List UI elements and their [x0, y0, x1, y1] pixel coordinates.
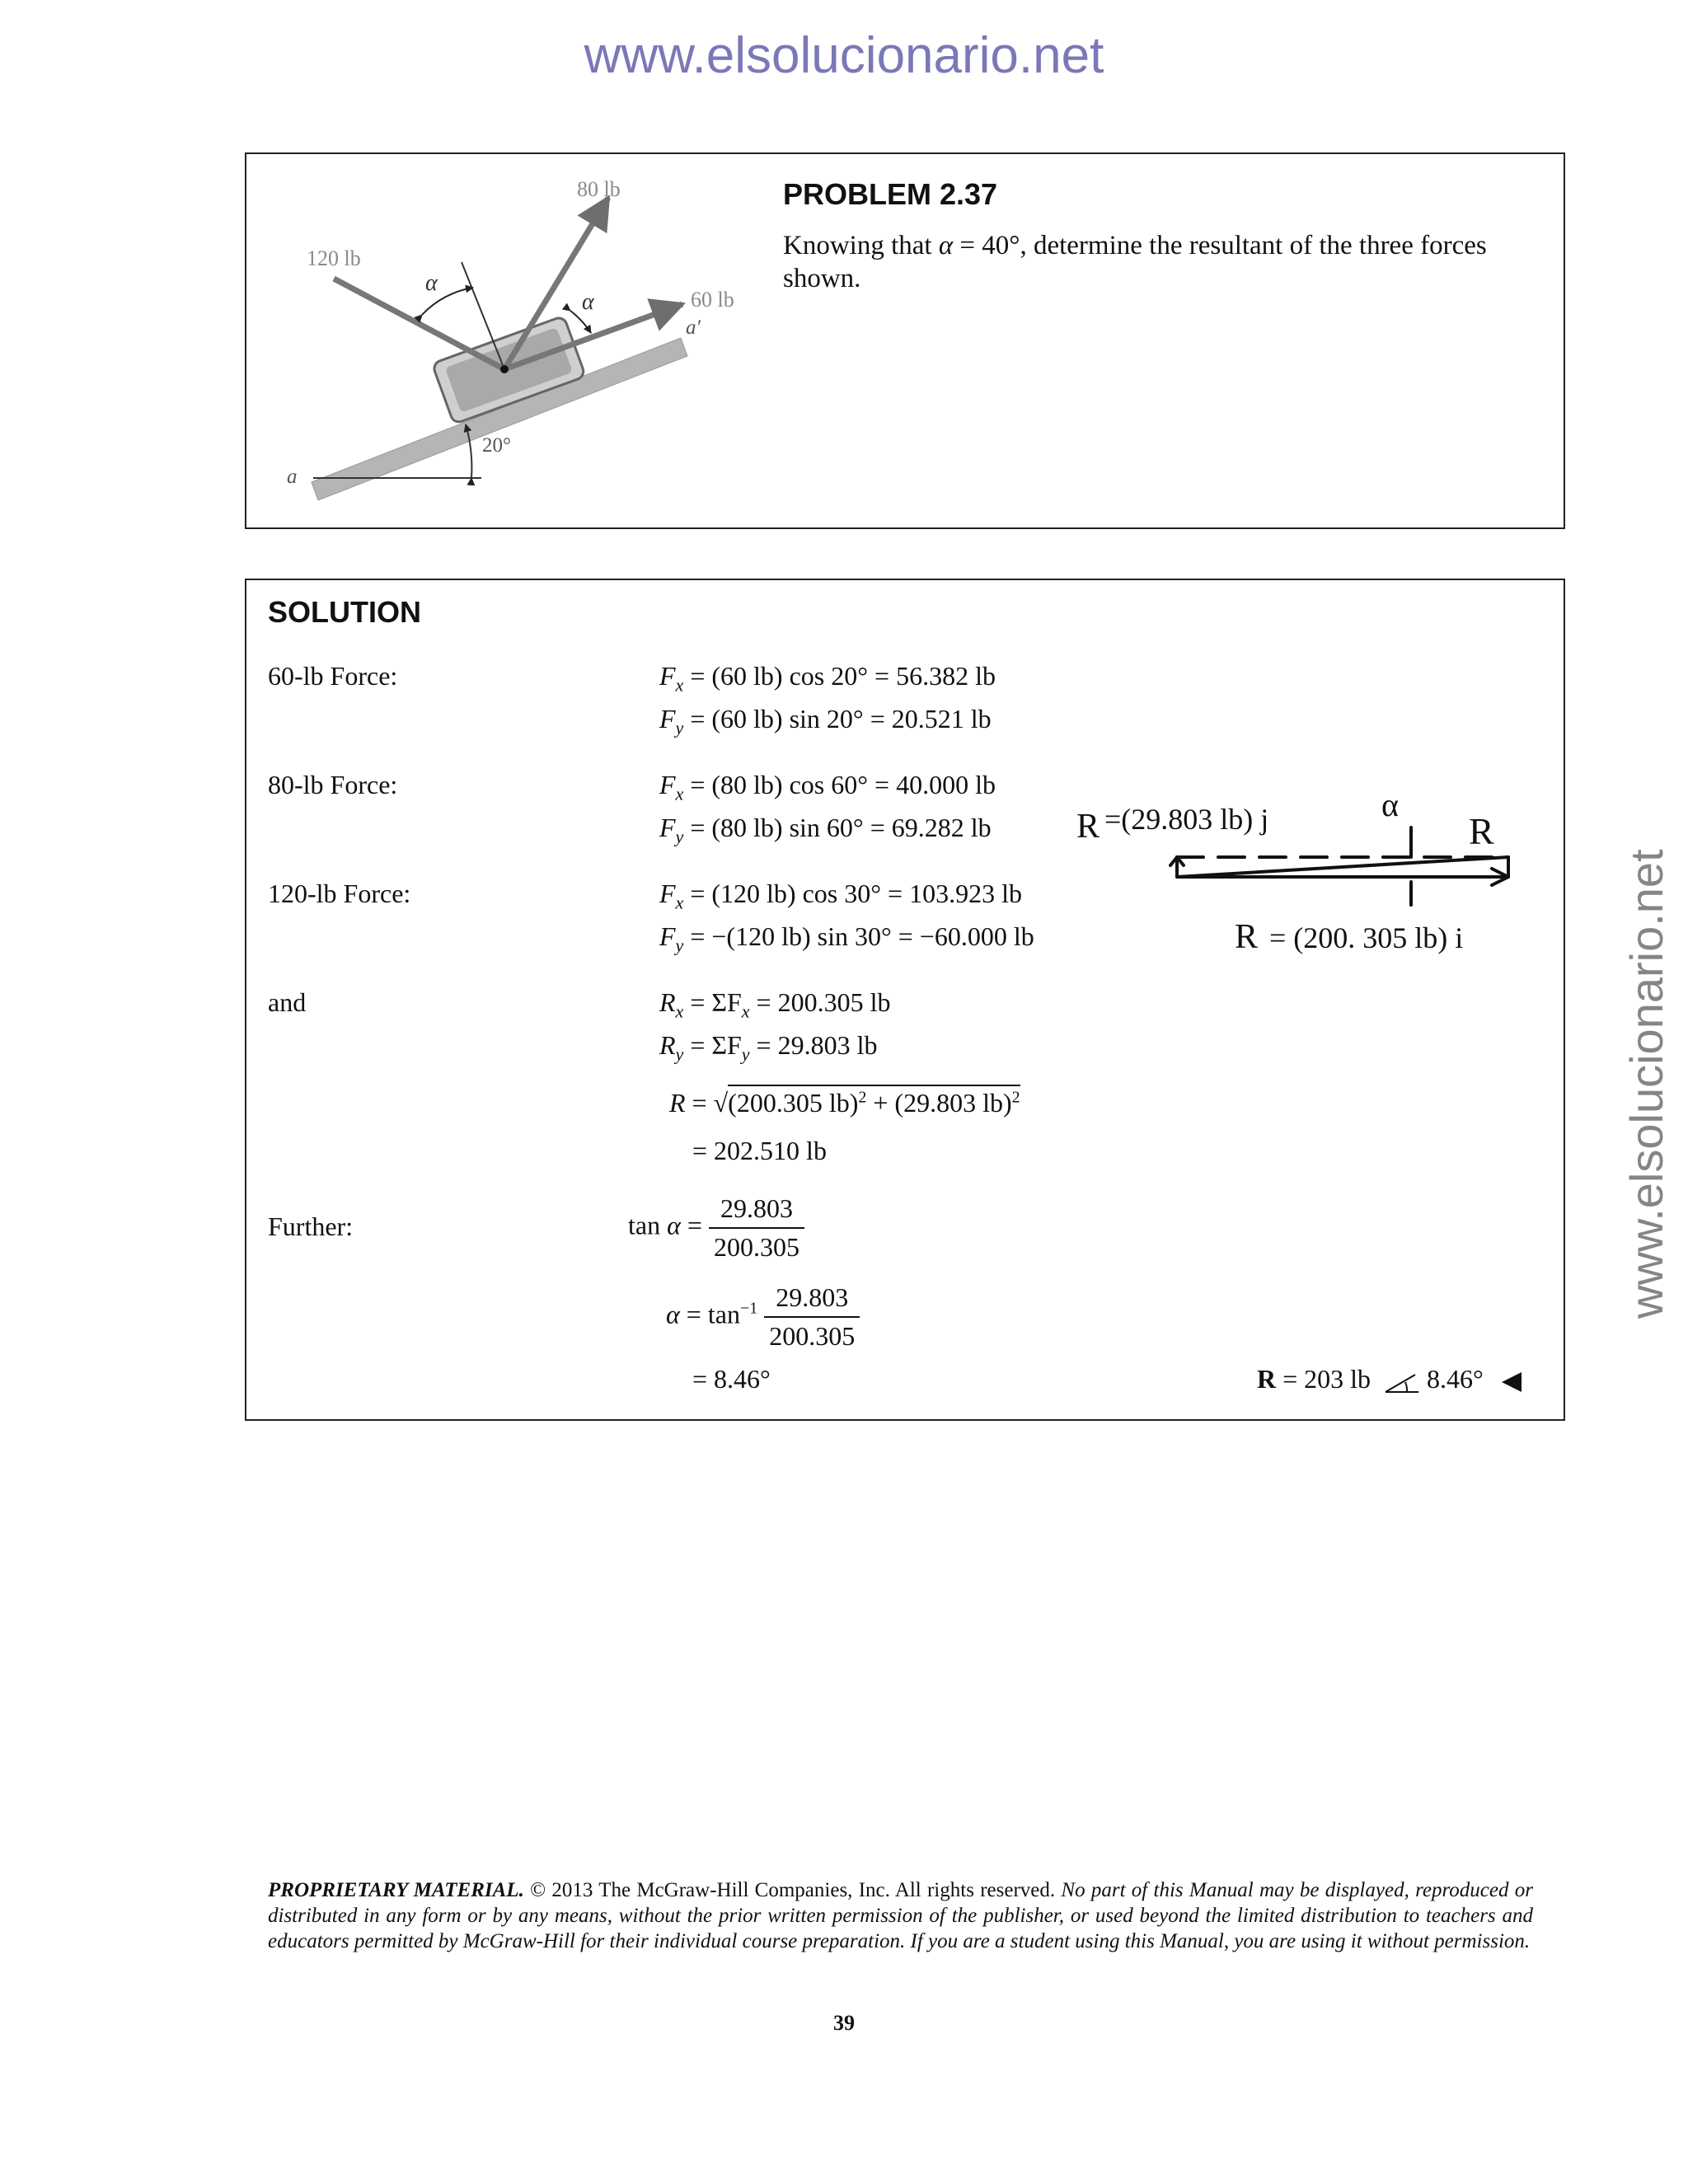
- label-80lb-force: 80-lb Force:: [268, 770, 398, 799]
- sketch-alpha-label: α: [1381, 786, 1399, 823]
- eq-r-result: = 202.510 lb: [692, 1136, 827, 1165]
- problem-title: PROBLEM 2.37: [783, 177, 998, 211]
- angle-direction-icon: [1384, 1370, 1420, 1394]
- eq-alpha-arctan: $\alpha = \tan^{-1}$ $\frac{29.803}{200.305}$: [666, 1282, 860, 1352]
- sketch-r-label: R: [1469, 810, 1494, 852]
- label-120lb: 120 lb: [307, 246, 361, 270]
- solution-title: SOLUTION: [268, 595, 421, 629]
- eq-ry: $R_y = \Sigma F_y = 29.803$ lb: [659, 1030, 878, 1065]
- eq-rx: $R_x = \Sigma F_x = 200.305$ lb: [659, 987, 891, 1022]
- label-60lb-force: 60-lb Force:: [268, 661, 398, 691]
- eq-80-fx: $F_x = (80$ lb) cos 60° = 40.000 lb: [659, 770, 996, 804]
- eq-r-magnitude: R = √(200.305 lb)$^2$ + (29.803 lb)$^2$: [669, 1088, 1020, 1118]
- label-alpha-left: α: [425, 270, 438, 296]
- label-alpha-right: α: [582, 289, 594, 315]
- eq-80-fy: $F_y = (80$ lb) sin 60° = 69.282 lb: [659, 813, 992, 847]
- watermark-side-text: www.elsolucionario.net: [1620, 849, 1672, 1319]
- eq-60-fx: $F_x = (60$ lb) cos 20° = 56.382 lb: [659, 661, 996, 696]
- label-60lb: 60 lb: [691, 288, 734, 312]
- label-further: Further:: [268, 1212, 354, 1241]
- eq-60-fy: $F_y = (60$ lb) sin 20° = 20.521 lb: [659, 704, 992, 738]
- sketch-ry-label: R: [1076, 808, 1100, 846]
- end-marker-icon: [1500, 1370, 1525, 1394]
- problem-statement: Knowing that α = 40°, determine the resultant of the three forces shown.: [783, 231, 1487, 293]
- eq-tan-alpha: tan α = $\frac{29.803}{200.305}$: [628, 1193, 804, 1263]
- sketch-resultant: [1177, 857, 1508, 877]
- label-a: a: [287, 466, 298, 488]
- label-120lb-force: 120-lb Force:: [268, 879, 411, 908]
- footer-notice: PROPRIETARY MATERIAL. © 2013 The McGraw-Hill Companies, Inc. All rights reserved. No part of this Manual may be displayed, reproduced or distributed in any form or by any means, without the prior written permission of the publisher, or used beyond the limited distribution to teachers and educators permitted by McGraw-Hill for their individual course preparation. If you are a student using this Manual, you are using it without permission.: [268, 1879, 1533, 1952]
- eq-120-fy: $F_y = -(120$ lb) sin 30° = −60.000 lb: [659, 921, 1034, 956]
- sketch-ry-value: =(29.803 lb) j: [1104, 803, 1269, 836]
- label-and: and: [268, 987, 307, 1017]
- sketch-rx-label: R: [1235, 918, 1259, 956]
- label-80lb: 80 lb: [577, 177, 621, 201]
- label-a-prime: a′: [686, 316, 701, 339]
- sketch-rx-value: = (200. 305 lb) i: [1269, 921, 1464, 954]
- eq-120-fx: $F_x = (120$ lb) cos 30° = 103.923 lb: [659, 879, 1022, 913]
- handwritten-sketch: [0, 0, 1688, 989]
- eq-alpha-result: = 8.46°: [692, 1364, 771, 1394]
- final-answer: R = 203 lb 8.46°: [1257, 1364, 1525, 1394]
- label-20deg: 20°: [482, 434, 511, 457]
- watermark-top: www.elsolucionario.net: [584, 27, 1104, 84]
- page-number: 39: [833, 2011, 855, 2035]
